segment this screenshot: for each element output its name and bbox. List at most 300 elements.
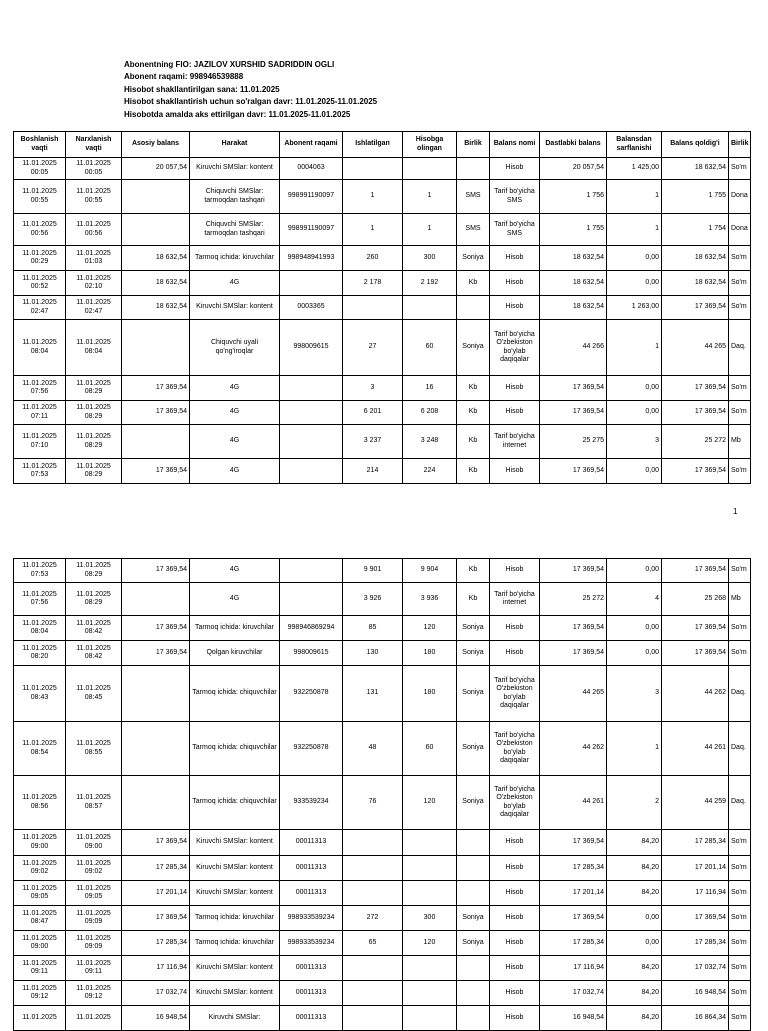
initial-balance-cell: 18 632,54 <box>540 246 607 271</box>
report-date: Hisobot shakllantirilgan sana: 11.01.2025 <box>124 84 280 94</box>
subscriber-number: Abonent raqami: 998946539888 <box>124 72 244 82</box>
used-cell: 1 <box>343 180 403 214</box>
counted-cell: 120 <box>403 616 457 641</box>
unit-cell: Soniya <box>457 722 490 776</box>
table-row <box>14 956 751 981</box>
balance-name-cell: Tarif bo'yicha SMS <box>490 180 540 214</box>
table-header-row <box>14 132 751 158</box>
subscriber-number-cell: 998009615 <box>280 641 343 666</box>
billing-time-cell: 11.01.2025 09:00 <box>66 830 122 856</box>
counted-cell: 300 <box>403 246 457 271</box>
start-time-cell: 11.01.2025 02:47 <box>14 296 66 320</box>
unit-cell: Soniya <box>457 320 490 376</box>
currency-cell: So'm <box>729 906 751 931</box>
col-header: Balans qoldig'i <box>662 132 729 158</box>
action-cell: Kiruvchi SMSlar: kontent <box>190 856 280 881</box>
action-cell: 4G <box>190 271 280 296</box>
spent-cell: 84,20 <box>607 981 662 1006</box>
spent-cell: 0,00 <box>607 401 662 425</box>
start-time-cell: 11.01.2025 09:12 <box>14 981 66 1006</box>
spent-cell: 4 <box>607 583 662 616</box>
unit-cell: Soniya <box>457 641 490 666</box>
action-cell: Chiquvchi SMSlar: tarmoqdan tashqari <box>190 180 280 214</box>
spent-cell: 1 425,00 <box>607 158 662 180</box>
currency-cell: So'm <box>729 931 751 956</box>
counted-cell: 60 <box>403 722 457 776</box>
subscriber-number-cell: 932250878 <box>280 666 343 722</box>
initial-balance-cell: 17 201,14 <box>540 881 607 906</box>
main-balance-cell: 16 948,54 <box>122 1006 190 1031</box>
unit-cell: Soniya <box>457 931 490 956</box>
counted-cell: 60 <box>403 320 457 376</box>
main-balance-cell: 17 369,54 <box>122 401 190 425</box>
table-row <box>14 856 751 881</box>
subscriber-number-cell: 0004063 <box>280 158 343 180</box>
table-row <box>14 1006 751 1031</box>
currency-cell: So'm <box>729 246 751 271</box>
counted-cell: 9 904 <box>403 559 457 583</box>
balance-name-cell: Hisob <box>490 616 540 641</box>
start-time-cell: 11.01.2025 07:53 <box>14 459 66 484</box>
counted-cell: 1 <box>403 214 457 246</box>
counted-cell: 6 208 <box>403 401 457 425</box>
remaining-cell: 17 285,34 <box>662 830 729 856</box>
main-balance-cell: 18 632,54 <box>122 296 190 320</box>
main-balance-cell: 17 285,34 <box>122 856 190 881</box>
subscriber-number-cell: 998991190097 <box>280 214 343 246</box>
initial-balance-cell: 16 948,54 <box>540 1006 607 1031</box>
col-header: Ishlatilgan <box>343 132 403 158</box>
main-balance-cell <box>122 776 190 830</box>
col-header: Harakat <box>190 132 280 158</box>
initial-balance-cell: 17 369,54 <box>540 906 607 931</box>
balance-name-cell: Hisob <box>490 376 540 401</box>
unit-cell: Kb <box>457 459 490 484</box>
currency-cell: Daq. <box>729 320 751 376</box>
balance-name-cell: Hisob <box>490 1006 540 1031</box>
table-row <box>14 246 751 271</box>
table-row <box>14 425 751 459</box>
counted-cell <box>403 856 457 881</box>
action-cell: 4G <box>190 425 280 459</box>
currency-cell: So'm <box>729 616 751 641</box>
unit-cell <box>457 158 490 180</box>
remaining-cell: 17 369,54 <box>662 459 729 484</box>
action-cell: Tarmoq ichida: kiruvchilar <box>190 931 280 956</box>
main-balance-cell: 17 369,54 <box>122 641 190 666</box>
billing-time-cell: 11.01.2025 00:55 <box>66 180 122 214</box>
used-cell <box>343 830 403 856</box>
spent-cell: 0,00 <box>607 616 662 641</box>
start-time-cell: 11.01.2025 07:56 <box>14 583 66 616</box>
start-time-cell: 11.01.2025 08:54 <box>14 722 66 776</box>
used-cell: 9 901 <box>343 559 403 583</box>
start-time-cell: 11.01.2025 07:53 <box>14 559 66 583</box>
counted-cell <box>403 1006 457 1031</box>
currency-cell: So'm <box>729 158 751 180</box>
initial-balance-cell: 17 032,74 <box>540 981 607 1006</box>
start-time-cell: 11.01.2025 07:56 <box>14 376 66 401</box>
used-cell <box>343 1006 403 1031</box>
initial-balance-cell: 17 285,34 <box>540 856 607 881</box>
subscriber-number-cell: 998948941993 <box>280 246 343 271</box>
main-balance-cell: 17 032,74 <box>122 981 190 1006</box>
remaining-cell: 17 369,54 <box>662 401 729 425</box>
billing-time-cell: 11.01.2025 08:29 <box>66 559 122 583</box>
initial-balance-cell: 17 369,54 <box>540 641 607 666</box>
initial-balance-cell: 17 369,54 <box>540 616 607 641</box>
action-cell: Tarmoq ichida: kiruvchilar <box>190 616 280 641</box>
initial-balance-cell: 17 116,94 <box>540 956 607 981</box>
spent-cell: 0,00 <box>607 559 662 583</box>
counted-cell: 120 <box>403 931 457 956</box>
start-time-cell: 11.01.2025 07:11 <box>14 401 66 425</box>
table-row <box>14 459 751 484</box>
unit-cell: SMS <box>457 214 490 246</box>
used-cell: 214 <box>343 459 403 484</box>
remaining-cell: 44 262 <box>662 666 729 722</box>
used-cell: 130 <box>343 641 403 666</box>
currency-cell: So'm <box>729 376 751 401</box>
subscriber-number-cell: 00011313 <box>280 1006 343 1031</box>
counted-cell: 180 <box>403 666 457 722</box>
balance-name-cell: Hisob <box>490 830 540 856</box>
col-header: Dastlabki balans <box>540 132 607 158</box>
used-cell: 131 <box>343 666 403 722</box>
action-cell: Kiruvchi SMSlar: kontent <box>190 296 280 320</box>
unit-cell: Soniya <box>457 666 490 722</box>
initial-balance-cell: 17 285,34 <box>540 931 607 956</box>
remaining-cell: 17 369,54 <box>662 641 729 666</box>
billing-time-cell: 11.01.2025 08:29 <box>66 425 122 459</box>
spent-cell: 1 263,00 <box>607 296 662 320</box>
initial-balance-cell: 25 275 <box>540 425 607 459</box>
initial-balance-cell: 44 261 <box>540 776 607 830</box>
balance-name-cell: Hisob <box>490 956 540 981</box>
col-header: Abonent raqami <box>280 132 343 158</box>
initial-balance-cell: 1 755 <box>540 214 607 246</box>
col-header: Boshlanish vaqti <box>14 132 66 158</box>
start-time-cell: 11.01.2025 09:05 <box>14 881 66 906</box>
start-time-cell: 11.01.2025 08:04 <box>14 616 66 641</box>
remaining-cell: 17 369,54 <box>662 616 729 641</box>
action-cell: Kiruvchi SMSlar: kontent <box>190 158 280 180</box>
main-balance-cell: 17 201,14 <box>122 881 190 906</box>
subscriber-number-cell <box>280 401 343 425</box>
action-cell: Tarmoq ichida: chiquvchilar <box>190 776 280 830</box>
unit-cell <box>457 856 490 881</box>
initial-balance-cell: 17 369,54 <box>540 376 607 401</box>
main-balance-cell <box>122 722 190 776</box>
billing-time-cell: 11.01.2025 08:29 <box>66 376 122 401</box>
spent-cell: 0,00 <box>607 271 662 296</box>
action-cell: Kiruvchi SMSlar: kontent <box>190 981 280 1006</box>
initial-balance-cell: 18 632,54 <box>540 271 607 296</box>
start-time-cell: 11.01.2025 00:05 <box>14 158 66 180</box>
unit-cell: Kb <box>457 583 490 616</box>
table-row <box>14 401 751 425</box>
main-balance-cell: 20 057,54 <box>122 158 190 180</box>
balance-name-cell: Hisob <box>490 931 540 956</box>
start-time-cell: 11.01.2025 08:20 <box>14 641 66 666</box>
remaining-cell: 17 285,34 <box>662 931 729 956</box>
currency-cell: So'm <box>729 296 751 320</box>
subscriber-number-cell: 00011313 <box>280 956 343 981</box>
table-row <box>14 180 751 214</box>
remaining-cell: 18 632,54 <box>662 271 729 296</box>
subscriber-number-cell: 00011313 <box>280 856 343 881</box>
main-balance-cell: 17 116,94 <box>122 956 190 981</box>
col-header: Balans nomi <box>490 132 540 158</box>
used-cell <box>343 296 403 320</box>
start-time-cell: 11.01.2025 00:55 <box>14 180 66 214</box>
counted-cell <box>403 296 457 320</box>
balance-name-cell: Hisob <box>490 856 540 881</box>
report-header <box>124 59 377 121</box>
main-balance-cell: 17 369,54 <box>122 459 190 484</box>
balance-name-cell: Tarif bo'yicha O'zbekiston bo'ylab daqiqalar <box>490 320 540 376</box>
billing-time-cell: 11.01.2025 08:45 <box>66 666 122 722</box>
table-row <box>14 981 751 1006</box>
used-cell <box>343 881 403 906</box>
counted-cell: 3 248 <box>403 425 457 459</box>
subscriber-number-cell: 998991190097 <box>280 180 343 214</box>
initial-balance-cell: 44 262 <box>540 722 607 776</box>
remaining-cell: 17 116,94 <box>662 881 729 906</box>
billing-time-cell: 11.01.2025 09:11 <box>66 956 122 981</box>
subscriber-number-cell: 998009615 <box>280 320 343 376</box>
balance-name-cell: Hisob <box>490 559 540 583</box>
counted-cell: 300 <box>403 906 457 931</box>
currency-cell: So'm <box>729 830 751 856</box>
action-cell: Chiquvchi uyali qo'ng'iroqlar <box>190 320 280 376</box>
used-cell: 85 <box>343 616 403 641</box>
subscriber-number-cell <box>280 425 343 459</box>
spent-cell: 0,00 <box>607 459 662 484</box>
unit-cell <box>457 296 490 320</box>
remaining-cell: 44 265 <box>662 320 729 376</box>
currency-cell: Mb <box>729 425 751 459</box>
balance-name-cell: Hisob <box>490 401 540 425</box>
billing-time-cell: 11.01.2025 08:29 <box>66 401 122 425</box>
action-cell: 4G <box>190 459 280 484</box>
start-time-cell: 11.01.2025 00:56 <box>14 214 66 246</box>
initial-balance-cell: 18 632,54 <box>540 296 607 320</box>
start-time-cell: 11.01.2025 07:10 <box>14 425 66 459</box>
currency-cell: Mb <box>729 583 751 616</box>
subscriber-number-cell: 998933539234 <box>280 906 343 931</box>
initial-balance-cell: 25 272 <box>540 583 607 616</box>
balance-name-cell: Tarif bo'yicha SMS <box>490 214 540 246</box>
table-row <box>14 296 751 320</box>
usage-table-page-1 <box>13 131 751 484</box>
start-time-cell: 11.01.2025 08:56 <box>14 776 66 830</box>
billing-time-cell: 11.01.2025 01:03 <box>66 246 122 271</box>
used-cell: 3 237 <box>343 425 403 459</box>
initial-balance-cell: 1 756 <box>540 180 607 214</box>
action-cell: Chiquvchi SMSlar: tarmoqdan tashqari <box>190 214 280 246</box>
billing-time-cell: 11.01.2025 08:04 <box>66 320 122 376</box>
subscriber-number-cell <box>280 376 343 401</box>
counted-cell: 120 <box>403 776 457 830</box>
currency-cell: Dona <box>729 180 751 214</box>
unit-cell: Kb <box>457 401 490 425</box>
table-row <box>14 931 751 956</box>
spent-cell: 0,00 <box>607 931 662 956</box>
table-row <box>14 214 751 246</box>
col-header: Narxlanish vaqti <box>66 132 122 158</box>
billing-time-cell: 11.01.2025 00:56 <box>66 214 122 246</box>
remaining-cell: 17 369,54 <box>662 906 729 931</box>
balance-name-cell: Hisob <box>490 271 540 296</box>
unit-cell: Kb <box>457 425 490 459</box>
remaining-cell: 16 948,54 <box>662 981 729 1006</box>
usage-table-page-2 <box>13 558 751 1031</box>
used-cell <box>343 158 403 180</box>
remaining-cell: 17 369,54 <box>662 559 729 583</box>
action-cell: Tarmoq ichida: chiquvchilar <box>190 666 280 722</box>
used-cell: 65 <box>343 931 403 956</box>
action-cell: Qolgan kiruvchilar <box>190 641 280 666</box>
unit-cell <box>457 956 490 981</box>
unit-cell: SMS <box>457 180 490 214</box>
used-cell: 6 201 <box>343 401 403 425</box>
initial-balance-cell: 20 057,54 <box>540 158 607 180</box>
billing-time-cell: 11.01.2025 08:42 <box>66 616 122 641</box>
table-row <box>14 158 751 180</box>
spent-cell: 84,20 <box>607 956 662 981</box>
currency-cell: Dona <box>729 214 751 246</box>
counted-cell: 180 <box>403 641 457 666</box>
balance-name-cell: Tarif bo'yicha O'zbekiston bo'ylab daqiqalar <box>490 666 540 722</box>
initial-balance-cell: 17 369,54 <box>540 830 607 856</box>
unit-cell: Kb <box>457 376 490 401</box>
subscriber-number-cell <box>280 583 343 616</box>
remaining-cell: 17 032,74 <box>662 956 729 981</box>
remaining-cell: 17 369,54 <box>662 296 729 320</box>
unit-cell: Soniya <box>457 616 490 641</box>
balance-name-cell: Tarif bo'yicha internet <box>490 425 540 459</box>
action-cell: 4G <box>190 583 280 616</box>
action-cell: 4G <box>190 559 280 583</box>
billing-time-cell: 11.01.2025 09:02 <box>66 856 122 881</box>
billing-time-cell: 11.01.2025 <box>66 1006 122 1031</box>
spent-cell: 1 <box>607 722 662 776</box>
start-time-cell: 11.01.2025 00:29 <box>14 246 66 271</box>
remaining-cell: 44 259 <box>662 776 729 830</box>
spent-cell: 84,20 <box>607 830 662 856</box>
action-cell: Kiruvchi SMSlar: kontent <box>190 956 280 981</box>
spent-cell: 84,20 <box>607 1006 662 1031</box>
main-balance-cell <box>122 666 190 722</box>
billing-time-cell: 11.01.2025 02:10 <box>66 271 122 296</box>
subscriber-number-cell: 998946869294 <box>280 616 343 641</box>
unit-cell: Soniya <box>457 776 490 830</box>
subscriber-number-cell <box>280 559 343 583</box>
action-cell: Tarmoq ichida: kiruvchilar <box>190 906 280 931</box>
counted-cell <box>403 158 457 180</box>
used-cell: 76 <box>343 776 403 830</box>
initial-balance-cell: 17 369,54 <box>540 401 607 425</box>
currency-cell: Daq. <box>729 776 751 830</box>
billing-time-cell: 11.01.2025 09:12 <box>66 981 122 1006</box>
remaining-cell: 16 864,34 <box>662 1006 729 1031</box>
action-cell: Tarmoq ichida: chiquvchilar <box>190 722 280 776</box>
start-time-cell: 11.01.2025 09:00 <box>14 931 66 956</box>
remaining-cell: 1 754 <box>662 214 729 246</box>
currency-cell: So'm <box>729 559 751 583</box>
main-balance-cell <box>122 320 190 376</box>
spent-cell: 3 <box>607 666 662 722</box>
billing-time-cell: 11.01.2025 08:57 <box>66 776 122 830</box>
start-time-cell: 11.01.2025 00:52 <box>14 271 66 296</box>
start-time-cell: 11.01.2025 08:43 <box>14 666 66 722</box>
action-cell: 4G <box>190 401 280 425</box>
initial-balance-cell: 17 369,54 <box>540 459 607 484</box>
unit-cell: Soniya <box>457 246 490 271</box>
used-cell: 27 <box>343 320 403 376</box>
billing-time-cell: 11.01.2025 08:29 <box>66 459 122 484</box>
balance-name-cell: Hisob <box>490 246 540 271</box>
billing-time-cell: 11.01.2025 09:09 <box>66 906 122 931</box>
spent-cell: 84,20 <box>607 881 662 906</box>
billing-time-cell: 11.01.2025 02:47 <box>66 296 122 320</box>
used-cell: 2 178 <box>343 271 403 296</box>
start-time-cell: 11.01.2025 <box>14 1006 66 1031</box>
table-row <box>14 722 751 776</box>
subscriber-number-cell: 933539234 <box>280 776 343 830</box>
used-cell <box>343 956 403 981</box>
action-cell: Kiruvchi SMSlar: <box>190 1006 280 1031</box>
table-row <box>14 583 751 616</box>
balance-name-cell: Tarif bo'yicha internet <box>490 583 540 616</box>
subscriber-name: Abonentning FIO: JAZILOV XURSHID SADRIDDIN OGLI <box>124 60 335 69</box>
unit-cell <box>457 881 490 906</box>
main-balance-cell: 17 369,54 <box>122 559 190 583</box>
table-row <box>14 559 751 583</box>
col-header: Hisobga olingan <box>403 132 457 158</box>
main-balance-cell <box>122 214 190 246</box>
counted-cell <box>403 830 457 856</box>
col-header: Balansdan sarflanishi <box>607 132 662 158</box>
currency-cell: So'm <box>729 1006 751 1031</box>
billing-time-cell: 11.01.2025 08:29 <box>66 583 122 616</box>
used-cell: 3 <box>343 376 403 401</box>
subscriber-number-cell: 0003365 <box>280 296 343 320</box>
billing-time-cell: 11.01.2025 09:05 <box>66 881 122 906</box>
currency-cell: Daq. <box>729 666 751 722</box>
remaining-cell: 1 755 <box>662 180 729 214</box>
spent-cell: 1 <box>607 180 662 214</box>
unit-cell: Kb <box>457 559 490 583</box>
used-cell <box>343 981 403 1006</box>
used-cell: 272 <box>343 906 403 931</box>
currency-cell: Daq. <box>729 722 751 776</box>
spent-cell: 2 <box>607 776 662 830</box>
main-balance-cell: 17 285,34 <box>122 931 190 956</box>
action-cell: 4G <box>190 376 280 401</box>
start-time-cell: 11.01.2025 08:47 <box>14 906 66 931</box>
main-balance-cell: 18 632,54 <box>122 246 190 271</box>
col-header: Asosiy balans <box>122 132 190 158</box>
remaining-cell: 44 261 <box>662 722 729 776</box>
table-row <box>14 906 751 931</box>
used-cell: 3 926 <box>343 583 403 616</box>
action-cell: Tarmoq ichida: kiruvchilar <box>190 246 280 271</box>
spent-cell: 1 <box>607 320 662 376</box>
unit-cell <box>457 1006 490 1031</box>
subscriber-number-cell: 998933539234 <box>280 931 343 956</box>
